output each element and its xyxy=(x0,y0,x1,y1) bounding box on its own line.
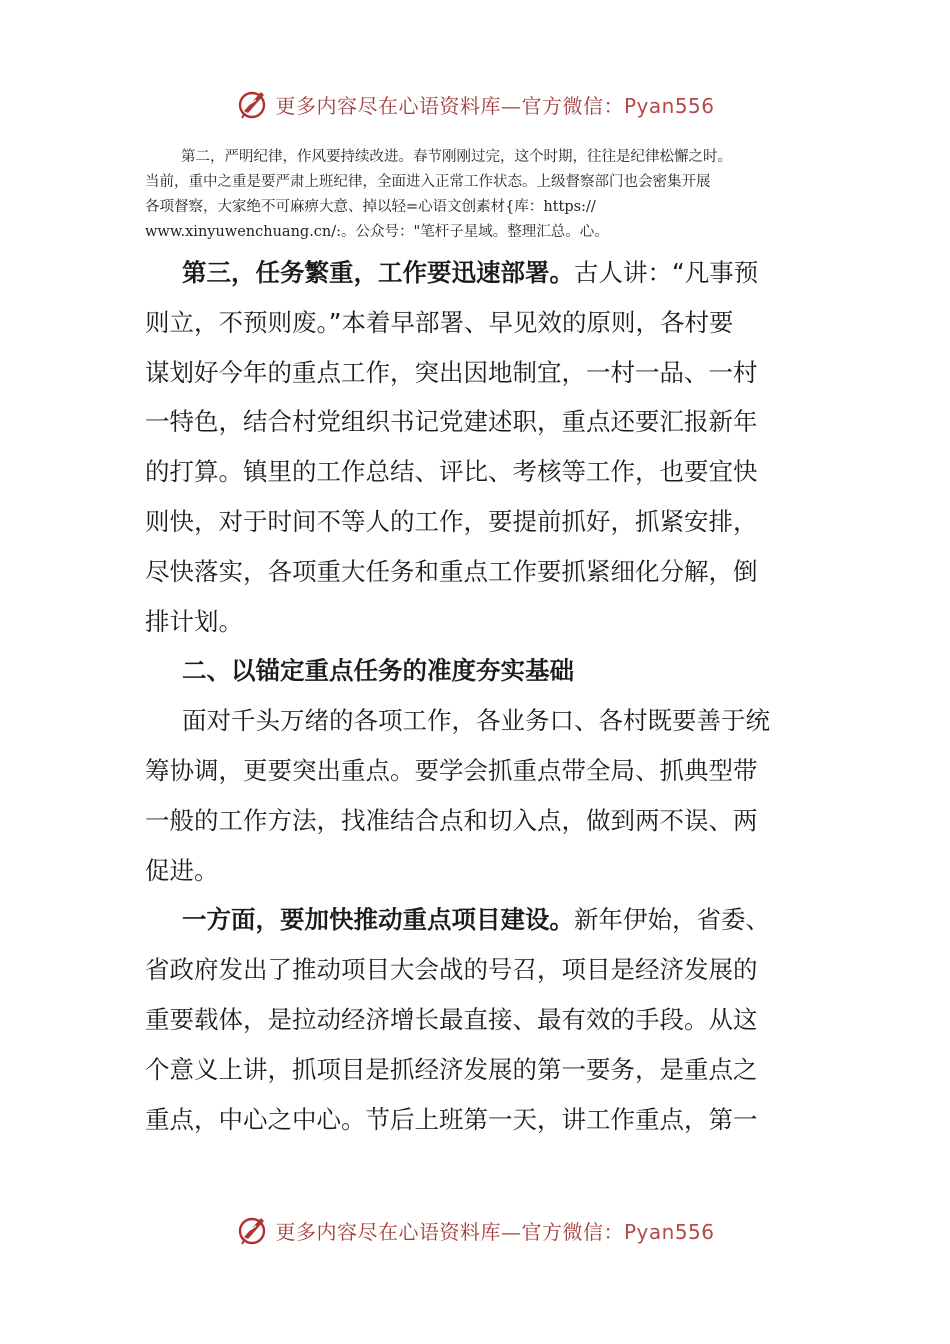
paragraph-one-hand-line-5: 重点，中心之中心。节后上班第一天，讲工作重点，第一 xyxy=(145,1104,758,1134)
header-banner xyxy=(0,84,950,124)
paragraph-third-line-5: 的打算。镇里的工作总结、评比、考核等工作，也要宜快 xyxy=(145,457,758,487)
small-line-1: 第二，严明纪律，作风要持续改进。春节刚刚过完，这个时期，往往是纪律松懈之时。 xyxy=(181,149,732,165)
paragraph-section-two-line-3: 一般的工作方法，找准结合点和切入点，做到两不误、两 xyxy=(145,805,758,835)
paragraph-one-hand-lead: 一方面，要加快推动重点项目建设。 xyxy=(182,905,574,935)
footer-banner xyxy=(0,1210,950,1250)
paragraph-third-line-1 xyxy=(145,248,825,298)
paragraph-section-two-line-4: 促进。 xyxy=(145,855,219,885)
main-body xyxy=(145,248,825,1144)
quill-seal-icon xyxy=(235,86,271,122)
paragraph-third-line-1-rest: 古人讲：“凡事预 xyxy=(574,258,759,287)
header-wechat-account: Pyan556 xyxy=(623,93,715,118)
paragraph-third-line-8: 排计划。 xyxy=(145,606,243,636)
paragraph-one-hand-line-1 xyxy=(145,895,825,945)
small-line-4: www.xinyuwenchuang.cn/:。公众号："笔杆子星域。整理汇总。心。 xyxy=(145,224,609,240)
paragraph-one-hand-line-3: 重要载体，是拉动经济增长最直接、最有效的手段。从这 xyxy=(145,1004,758,1034)
paragraph-third-line-4: 一特色，结合村党组织书记党建述职，重点还要汇报新年 xyxy=(145,407,758,437)
small-print-paragraph xyxy=(145,145,825,245)
paragraph-one-hand-line-4: 个意义上讲，抓项目是抓经济发展的第一要务，是重点之 xyxy=(145,1054,758,1084)
paragraph-third-lead: 第三，任务繁重，工作要迅速部署。 xyxy=(182,258,574,287)
paragraph-section-two-line-1: 面对千头万绪的各项工作，各业务口、各村既要善于统 xyxy=(182,706,770,736)
paragraph-section-two-line-2: 筹协调，更要突出重点。要学会抓重点带全局、抓典型带 xyxy=(145,755,758,785)
small-line-2: 当前，重中之重是要严肃上班纪律，全面进入正常工作状态。上级督察部门也会密集开展 xyxy=(145,174,711,190)
paragraph-third-line-6: 则快，对于时间不等人的工作，要提前抓好，抓紧安排， xyxy=(145,506,758,536)
section-two-heading: 二、以锚定重点任务的准度夯实基础 xyxy=(182,656,574,686)
footer-wechat-account: Pyan556 xyxy=(623,1219,715,1244)
paragraph-third-line-2: 则立，不预则废。”本着早部署、早见效的原则，各村要 xyxy=(145,307,734,337)
paragraph-one-hand-line-2: 省政府发出了推动项目大会战的号召，项目是经济发展的 xyxy=(145,955,758,985)
small-line-3: 各项督察，大家绝不可麻痹大意、掉以轻=心语文创素材{库：https:// xyxy=(145,199,596,215)
footer-banner-text: 更多内容尽在心语资料库—官方微信：Pyan556 xyxy=(275,1219,715,1244)
paragraph-third-line-3: 谋划好今年的重点工作，突出因地制宜，一村一品、一村 xyxy=(145,357,758,387)
paragraph-third-line-7: 尽快落实，各项重大任务和重点工作要抓紧细化分解，倒 xyxy=(145,556,758,586)
header-banner-text: 更多内容尽在心语资料库—官方微信：Pyan556 xyxy=(275,93,715,118)
paragraph-one-hand-line-1-rest: 新年伊始，省委、 xyxy=(574,905,770,935)
quill-seal-icon xyxy=(235,1212,271,1248)
